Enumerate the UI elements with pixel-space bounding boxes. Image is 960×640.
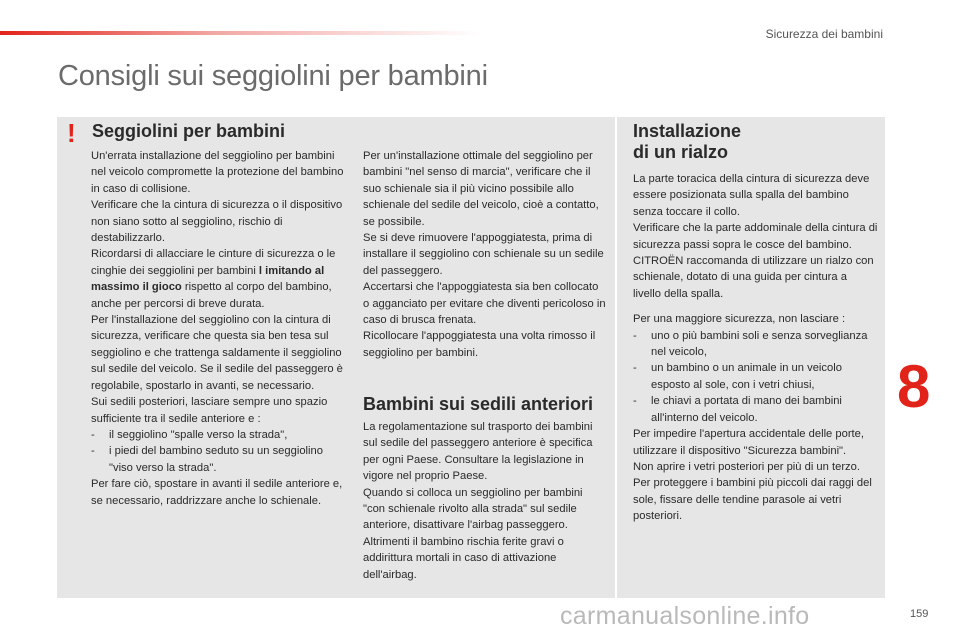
paragraph: La parte toracica della cintura di sicurezza deve essere posizionata sulla spalla del bambino senza toccare il collo. bbox=[633, 173, 870, 218]
paragraph: Se si deve rimuovere l'appoggiatesta, prima di installare il seggiolino con schienale su un sedile del passeggero. bbox=[363, 232, 604, 277]
column-rialzo bbox=[633, 171, 878, 525]
paragraph: Ricollocare l'appoggiatesta una volta rimosso il seggiolino per bambini. bbox=[363, 330, 596, 359]
paragraph: Per una maggiore sicurezza, non lasciare : bbox=[633, 313, 846, 326]
list-item: - uno o più bambini soli e senza sorveglianza nel veicolo, bbox=[633, 329, 868, 359]
paragraph: Per impedire l'apertura accidentale delle porte, utilizzare il dispositivo "Sicurezza bambini". bbox=[633, 428, 864, 457]
list-item: - le chiavi a portata di mano dei bambini all'interno del veicolo. bbox=[633, 395, 842, 424]
list-item: - il seggiolino "spalle verso la strada", bbox=[91, 427, 348, 443]
bullet-dash: - bbox=[633, 362, 637, 375]
column-anteriori bbox=[363, 419, 607, 583]
paragraph: Accertarsi che l'appoggiatesta sia ben collocato o agganciato per evitare che diventi pericoloso in caso di brusca frenata. bbox=[363, 281, 606, 327]
paragraph: Sui sedili posteriori, lasciare sempre uno spazio sufficiente tra il sedile anteriore e : bbox=[91, 396, 328, 425]
chapter-number: 8 bbox=[897, 353, 931, 420]
column-seggiolini-1 bbox=[91, 148, 348, 509]
paragraph: Verificare che la parte addominale della cintura di sicurezza passi sopra le cosce del bambino. bbox=[633, 222, 878, 251]
bullet-dash: - bbox=[633, 395, 637, 408]
paragraph: Non aprire i vetri posteriori per più di un terzo. bbox=[633, 460, 860, 473]
paragraph: La regolamentazione sul trasporto dei bambini sul sedile del passeggero anteriore è specifica per ogni Paese. Consultare la legislazione in vigore nel proprio Paese. bbox=[363, 421, 593, 483]
bullet-dash: - bbox=[91, 445, 95, 458]
warning-icon: ! bbox=[67, 118, 76, 148]
bullet-dash: - bbox=[91, 428, 95, 441]
bullet-dash: - bbox=[633, 329, 637, 342]
paragraph: Ricordarsi di allacciare le cinture di sicurezza o le cinghie dei seggiolini per bambini l imitando al massimo il gioco rispetto al corpo del bambino, anche per percorsi di breve durata. bbox=[91, 248, 336, 310]
list-item: - un bambino o un animale in un veicolo esposto al sole, con i vetri chiusi, bbox=[633, 362, 842, 391]
column-seggiolini-2 bbox=[363, 148, 607, 361]
page-title: Consigli sui seggiolini per bambini bbox=[58, 60, 488, 92]
running-header: Sicurezza dei bambini bbox=[765, 27, 883, 41]
header-accent-bar bbox=[0, 31, 480, 35]
paragraph: Per proteggere i bambini più piccoli dai raggi del sole, fissare delle tendine parasole ai vetri posteriori. bbox=[633, 477, 872, 523]
paragraph: Un'errata installazione del seggiolino per bambini nel veicolo compromette la protezione del bambino in caso di collisione. bbox=[91, 150, 344, 195]
emphasis-text: l imitando al massimo il gioco bbox=[91, 264, 325, 294]
paragraph: Verificare che la cintura di sicurezza o il dispositivo non siano sotto al seggiolino, rischio di destabilizzarlo. bbox=[91, 199, 343, 245]
watermark: carmanualsonline.info bbox=[560, 602, 810, 630]
list-item: - i piedi del bambino seduto su un seggiolino "viso verso la strada". bbox=[91, 445, 323, 474]
paragraph: Per un'installazione ottimale del seggiolino per bambini "nel senso di marcia", verificare che il suo schienale sia il più vicino possibile allo schienale del sedile del veicolo, cioè a contatto, se possibile. bbox=[363, 150, 599, 228]
paragraph: Quando si colloca un seggiolino per bambini "con schienale rivolto alla strada" sul sedile anteriore, disattivare l'airbag passeggero. Altrimenti il bambino rischia ferite gravi o addirittura mortali in caso di attivazione dell'airbag. bbox=[363, 486, 583, 581]
section-heading-rialzo: Installazione di un rialzo bbox=[633, 121, 742, 162]
section-heading-seggiolini: Seggiolini per bambini bbox=[92, 121, 286, 141]
section-heading-anteriori: Bambini sui sedili anteriori bbox=[363, 394, 594, 414]
paragraph: Per l'installazione del seggiolino con la cintura di sicurezza, verificare che questa sia ben tesa sul seggiolino e che trattenga saldamente il seggiolino sul sedile del veicolo. Se il sedile del passeggero è regolabile, spostarlo in avanti, se necessario. bbox=[91, 314, 343, 392]
page-number: 159 bbox=[910, 608, 929, 620]
paragraph: CITROËN raccomanda di utilizzare un rialzo con schienale, dotato di una guida per cintura a livello della spalla. bbox=[633, 255, 874, 300]
paragraph: Per fare ciò, spostare in avanti il sedile anteriore e, se necessario, raddrizzare anche lo schienale. bbox=[91, 478, 343, 507]
